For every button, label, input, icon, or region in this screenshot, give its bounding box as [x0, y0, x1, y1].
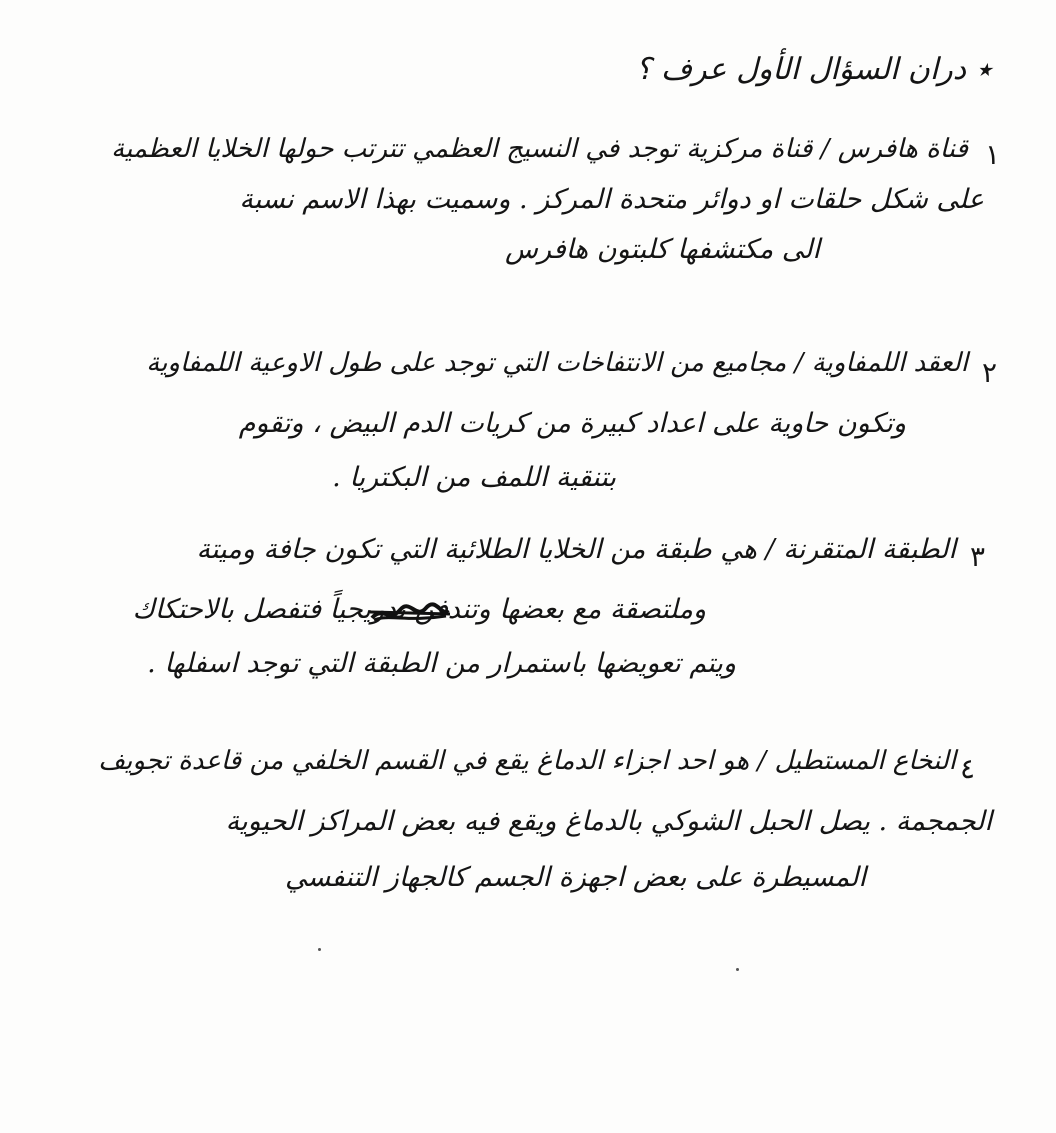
item-2-line-1: العقد اللمفاوية / مجاميع من الانتفاخات التي توجد على طول الاوعية اللمفاوية: [146, 348, 968, 378]
item-3-line-3: ويتم تعويضها باستمرار من الطبقة التي توجد اسفلها .: [147, 648, 736, 679]
item-4-line-2: الجمجمة . يصل الحبل الشوكي بالدماغ ويقع فيه بعض المراكز الحيوية: [225, 806, 992, 837]
item-1-line-3: الى مكتشفها كلبتون هافرس: [504, 234, 820, 265]
item-3-line-1: الطبقة المتقرنة / هي طبقة من الخلايا الطلائية التي تكون جافة وميتة: [196, 534, 956, 565]
item-1-line-2: على شكل حلقات او دوائر متحدة المركز . وسميت بهذا الاسم نسبة: [239, 184, 984, 215]
item-number-1: ١: [985, 138, 1001, 171]
crossed-out-scribble: [368, 600, 452, 626]
paper-speck: [736, 968, 739, 971]
item-number-4: ٤: [960, 752, 976, 785]
item-2-line-2: وتكون حاوية على اعداد كبيرة من كريات الدم البيض ، وتقوم: [238, 408, 906, 439]
paper-speck: [318, 948, 321, 951]
item-number-3: ٣: [970, 540, 986, 573]
item-number-2: ٢: [982, 356, 998, 389]
page-title: ٭ دران السؤال الأول عرف ؟: [635, 52, 992, 87]
item-2-line-3: بتنقية اللمف من البكتريا .: [332, 462, 616, 493]
item-4-line-1: النخاع المستطيل / هو احد اجزاء الدماغ يقع في القسم الخلفي من قاعدة تجويف: [98, 746, 956, 776]
item-4-line-3: المسيطرة على بعض اجهزة الجسم كالجهاز التنفسي: [284, 862, 866, 893]
item-3-line-2: وملتصقة مع بعضها وتندفن تدريجياً فتفصل بالاحتكاك: [132, 594, 706, 625]
item-1-line-1: قناة هافرس / قناة مركزية توجد في النسيج العظمي تترتب حولها الخلايا العظمية: [111, 134, 968, 164]
